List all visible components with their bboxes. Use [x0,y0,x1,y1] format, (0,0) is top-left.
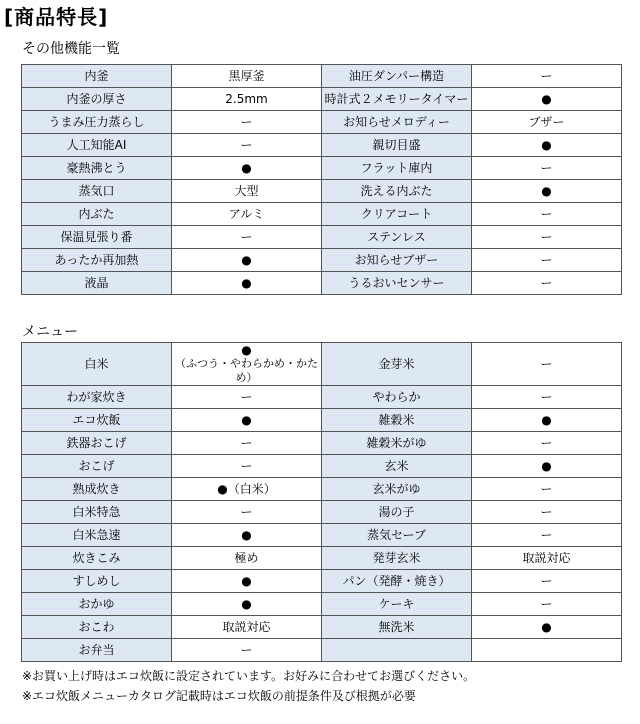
feature-value: 極め [172,547,322,570]
table-row [22,432,622,455]
feature-value: ー [472,432,622,455]
feature-label: 蒸気セーブ [322,524,472,547]
menu-value-mark: ● [241,343,252,357]
feature-label: エコ炊飯 [22,409,172,432]
feature-label: あったか再加熱 [22,249,172,272]
menu-value-note: （ふつう・やわらかめ・かため） [175,357,318,384]
feature-value: 取説対応 [172,616,322,639]
table-row [22,111,622,134]
feature-label: 人工知能AI [22,134,172,157]
table-row [22,547,622,570]
table-row [22,570,622,593]
feature-label: 時計式２メモリータイマー [322,88,472,111]
feature-value: アルミ [172,203,322,226]
feature-label: おこげ [22,455,172,478]
table-row [22,88,622,111]
feature-value [472,639,622,662]
feature-value: ー [172,432,322,455]
feature-value: 黒厚釜 [172,65,322,88]
feature-value: ー [472,386,622,409]
feature-label: クリアコート [322,203,472,226]
feature-value: ー [172,639,322,662]
feature-label: 豪熱沸とう [22,157,172,180]
section-title-other-features: その他機能一覧 [22,41,120,57]
feature-label: すしめし [22,570,172,593]
table-row [22,386,622,409]
table-row [22,157,622,180]
feature-value: ー [472,570,622,593]
feature-label: うまみ圧力蒸らし [22,111,172,134]
feature-label: 雑穀米 [322,409,472,432]
feature-value: ● [172,157,322,180]
feature-label: やわらか [322,386,472,409]
feature-value: ● [172,593,322,616]
menu-value [172,343,322,386]
feature-value: ● [172,409,322,432]
feature-label: わが家炊き [22,386,172,409]
feature-value: ー [472,524,622,547]
feature-value: ー [472,249,622,272]
feature-value: ● [172,272,322,295]
table-row [22,272,622,295]
feature-value: ー [172,455,322,478]
feature-label: 内ぶた [22,203,172,226]
feature-label: 炊きこみ [22,547,172,570]
menu-label: 白米 [22,343,172,386]
feature-value: ブザー [472,111,622,134]
table-row [22,65,622,88]
feature-label: 玄米がゆ [322,478,472,501]
feature-label: 油圧ダンパー構造 [322,65,472,88]
note-2: ※エコ炊飯メニューカタログ記載時はエコ炊飯の前提条件及び根拠が必要 [22,689,416,703]
feature-value: ●（白米） [172,478,322,501]
feature-value: ー [472,157,622,180]
feature-label: 熟成炊き [22,478,172,501]
feature-value: ー [472,478,622,501]
feature-value: ー [472,501,622,524]
feature-label: 液晶 [22,272,172,295]
table-row [22,203,622,226]
feature-label: お知らせブザー [322,249,472,272]
feature-value: ● [472,409,622,432]
table-row [22,455,622,478]
table-row [22,501,622,524]
feature-label: 蒸気口 [22,180,172,203]
feature-label: パン（発酵・焼き） [322,570,472,593]
feature-value: ー [172,501,322,524]
feature-value: ー [172,111,322,134]
feature-value: ● [172,570,322,593]
feature-label: 保温見張り番 [22,226,172,249]
feature-value: ー [472,226,622,249]
other-features-table [21,64,622,295]
feature-value: ー [472,593,622,616]
feature-label: 親切目盛 [322,134,472,157]
feature-label: お弁当 [22,639,172,662]
table-row [22,593,622,616]
feature-value: ー [472,272,622,295]
feature-label: お知らせメロディー [322,111,472,134]
feature-label: フラット庫内 [322,157,472,180]
feature-value: ● [472,88,622,111]
table-row [22,639,622,662]
table-row [22,616,622,639]
feature-label: 鉄器おこげ [22,432,172,455]
feature-label: 発芽玄米 [322,547,472,570]
menu-table [21,342,622,662]
table-row [22,226,622,249]
feature-label: 白米特急 [22,501,172,524]
table-row [22,478,622,501]
feature-label: おこわ [22,616,172,639]
feature-label: 無洗米 [322,616,472,639]
table-row [22,134,622,157]
note-1: ※お買い上げ時はエコ炊飯に設定されています。お好みに合わせてお選びください。 [22,669,476,683]
feature-value: ● [472,616,622,639]
table-row [22,409,622,432]
feature-value: ー [172,134,322,157]
feature-value: ー [172,226,322,249]
feature-label: 雑穀米がゆ [322,432,472,455]
feature-value: ー [472,65,622,88]
table-row [22,343,622,386]
feature-label: 内釜 [22,65,172,88]
section-title-menu: メニュー [22,324,78,340]
feature-value: ● [172,524,322,547]
feature-value: 取説対応 [472,547,622,570]
feature-label: 洗える内ぶた [322,180,472,203]
feature-value: ● [472,134,622,157]
feature-label: ケーキ [322,593,472,616]
table-row [22,524,622,547]
feature-label: 内釜の厚さ [22,88,172,111]
feature-value: ● [472,455,622,478]
feature-value: ● [172,249,322,272]
table-row [22,180,622,203]
feature-value: ー [472,203,622,226]
feature-value: ー [172,386,322,409]
feature-value: ● [472,180,622,203]
feature-label: おかゆ [22,593,172,616]
table-row [22,249,622,272]
menu-value: ー [472,343,622,386]
feature-value: 2.5mm [172,88,322,111]
feature-label: ステンレス [322,226,472,249]
feature-label: 白米急速 [22,524,172,547]
feature-label: うるおいセンサー [322,272,472,295]
feature-label: 玄米 [322,455,472,478]
feature-label [322,639,472,662]
feature-label: 湯の子 [322,501,472,524]
menu-label: 金芽米 [322,343,472,386]
page-title: [商品特長] [4,5,109,29]
feature-value: 大型 [172,180,322,203]
